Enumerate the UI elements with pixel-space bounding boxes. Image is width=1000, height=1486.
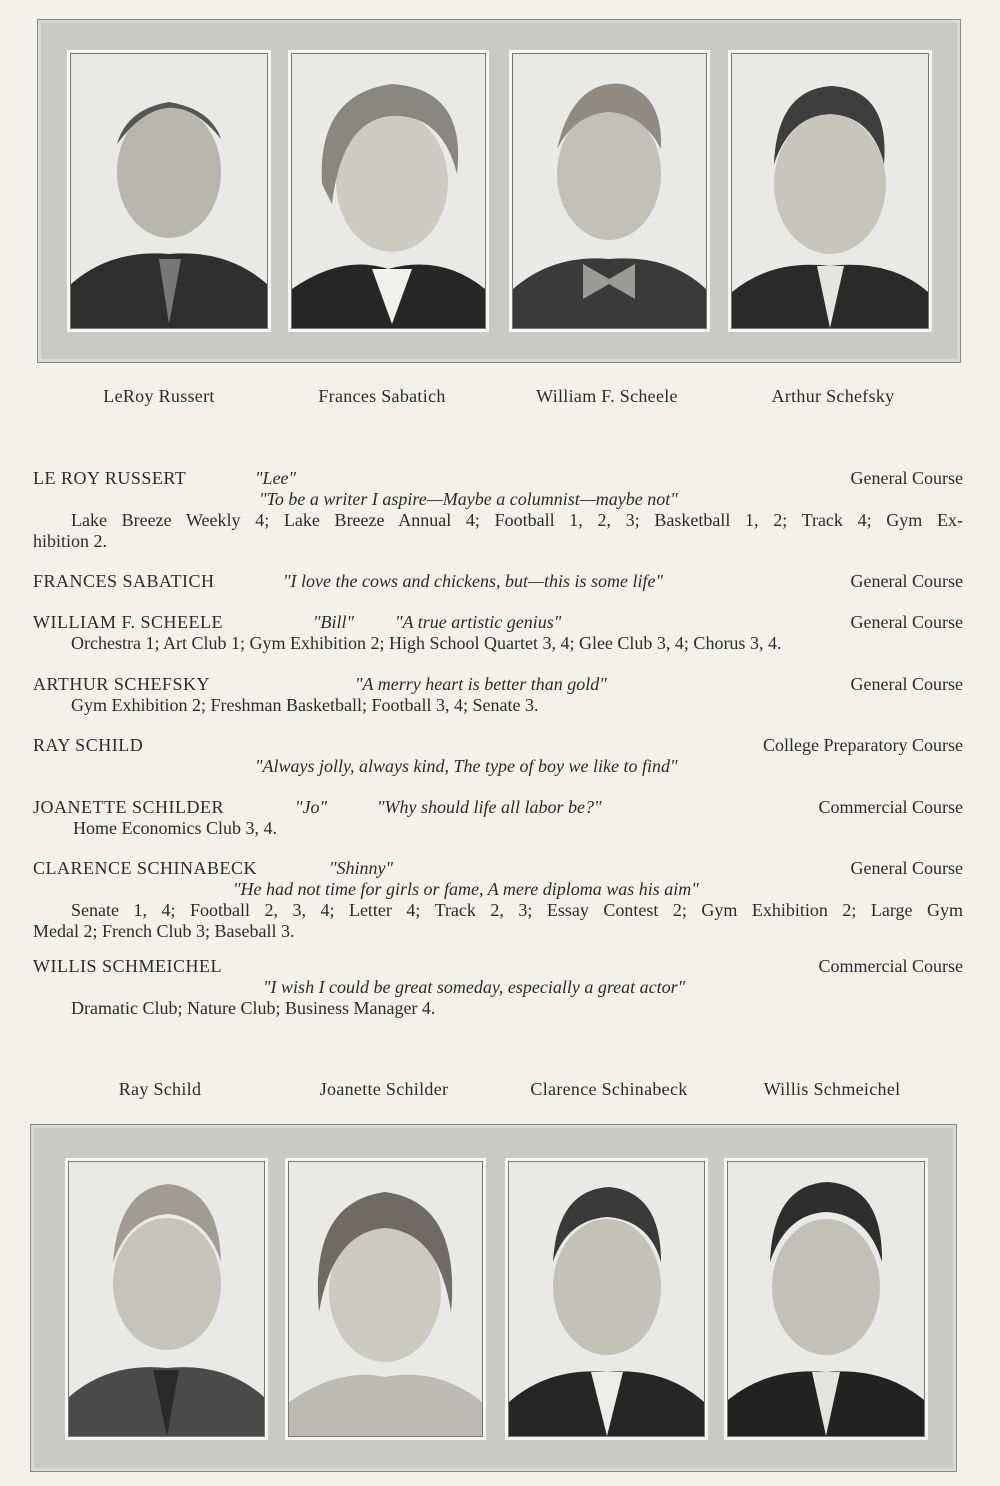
student-course: General Course: [850, 674, 963, 694]
portrait-clarence-schinabeck: [508, 1161, 705, 1437]
student-activities: [33, 510, 963, 552]
entry-william-scheele: [33, 612, 963, 654]
caption-frances-sabatich: Frances Sabatich: [318, 386, 446, 406]
entry-ray-schild: [33, 735, 963, 777]
student-course: General Course: [850, 858, 963, 878]
student-course: Commercial Course: [818, 956, 963, 976]
entry-willis-schmeichel: [33, 956, 963, 1019]
student-name: WILLIAM F. SCHEELE: [33, 612, 224, 632]
caption-leroy-russert: LeRoy Russert: [103, 386, 215, 406]
caption-joanette-schilder: Joanette Schilder: [319, 1079, 449, 1099]
student-name: LE ROY RUSSERT: [33, 468, 187, 488]
portrait-william-scheele: [512, 53, 707, 329]
portrait-arthur-schefsky: [731, 53, 929, 329]
student-name: WILLIS SCHMEICHEL: [33, 956, 222, 976]
portrait-leroy-russert: [70, 53, 268, 329]
student-name: ARTHUR SCHEFSKY: [33, 674, 210, 694]
entry-arthur-schefsky: [33, 674, 963, 716]
student-activities: Home Economics Club 3, 4.: [73, 818, 277, 838]
student-activities: Dramatic Club; Nature Club; Business Manager 4.: [71, 998, 436, 1018]
student-motto: "I love the cows and chickens, but—this is some life": [283, 571, 664, 591]
student-name: CLARENCE SCHINABECK: [33, 858, 258, 878]
student-motto: "A merry heart is better than gold": [355, 674, 607, 694]
student-nickname: "Shinny": [329, 858, 394, 878]
student-motto: "He had not time for girls or fame, A mere diploma was his aim": [233, 879, 699, 899]
student-course: General Course: [850, 468, 963, 488]
student-course: Commercial Course: [818, 797, 963, 817]
portrait-frances-sabatich: [291, 53, 486, 329]
portrait-willis-schmeichel: [727, 1161, 925, 1437]
entry-clarence-schinabeck: [33, 858, 963, 942]
student-motto: "To be a writer I aspire—Maybe a columnist—maybe not": [259, 489, 678, 509]
activities-line-2: hibition 2.: [33, 531, 108, 551]
student-activities: Orchestra 1; Art Club 1; Gym Exhibition 2; High School Quartet 3, 4; Glee Club 3, 4; Chorus 3, 4.: [71, 633, 782, 653]
caption-willis-schmeichel: Willis Schmeichel: [763, 1079, 901, 1099]
activities-line-1: Lake Breeze Weekly 4; Lake Breeze Annual 4; Football 1, 2, 3; Basketball 1, 2; Track 4; Gym Ex-: [71, 510, 963, 530]
student-motto: "Why should life all labor be?": [377, 797, 602, 817]
student-name: JOANETTE SCHILDER: [33, 797, 224, 817]
portrait-joanette-schilder: [288, 1161, 483, 1437]
activities-line-1: Senate 1, 4; Football 2, 3, 4; Letter 4; Track 2, 3; Essay Contest 2; Gym Exhibition 2; Large Gym: [71, 900, 963, 920]
student-motto: "A true artistic genius": [395, 612, 562, 632]
student-course: General Course: [850, 612, 963, 632]
entry-leroy-russert: [33, 468, 963, 552]
caption-william-scheele: William F. Scheele: [536, 386, 678, 406]
student-nickname: "Bill": [313, 612, 355, 632]
student-course: General Course: [850, 571, 963, 591]
student-motto: "I wish I could be great someday, especially a great actor": [263, 977, 686, 997]
entry-frances-sabatich: [33, 571, 963, 592]
portrait-ray-schild: [68, 1161, 265, 1437]
student-activities: [33, 900, 963, 942]
caption-clarence-schinabeck: Clarence Schinabeck: [530, 1079, 688, 1099]
activities-line-2: Medal 2; French Club 3; Baseball 3.: [33, 921, 295, 941]
caption-arthur-schefsky: Arthur Schefsky: [771, 386, 895, 406]
student-nickname: "Lee": [255, 468, 297, 488]
student-activities: Gym Exhibition 2; Freshman Basketball; Football 3, 4; Senate 3.: [71, 695, 539, 715]
student-name: RAY SCHILD: [33, 735, 144, 755]
top-photo-panel: [37, 19, 961, 363]
caption-ray-schild: Ray Schild: [118, 1079, 202, 1099]
student-nickname: "Jo": [295, 797, 328, 817]
entry-joanette-schilder: [33, 797, 963, 839]
student-name: FRANCES SABATICH: [33, 571, 215, 591]
student-course: College Preparatory Course: [763, 735, 963, 755]
bottom-photo-panel: [30, 1124, 957, 1472]
student-motto: "Always jolly, always kind, The type of boy we like to find": [255, 756, 678, 776]
